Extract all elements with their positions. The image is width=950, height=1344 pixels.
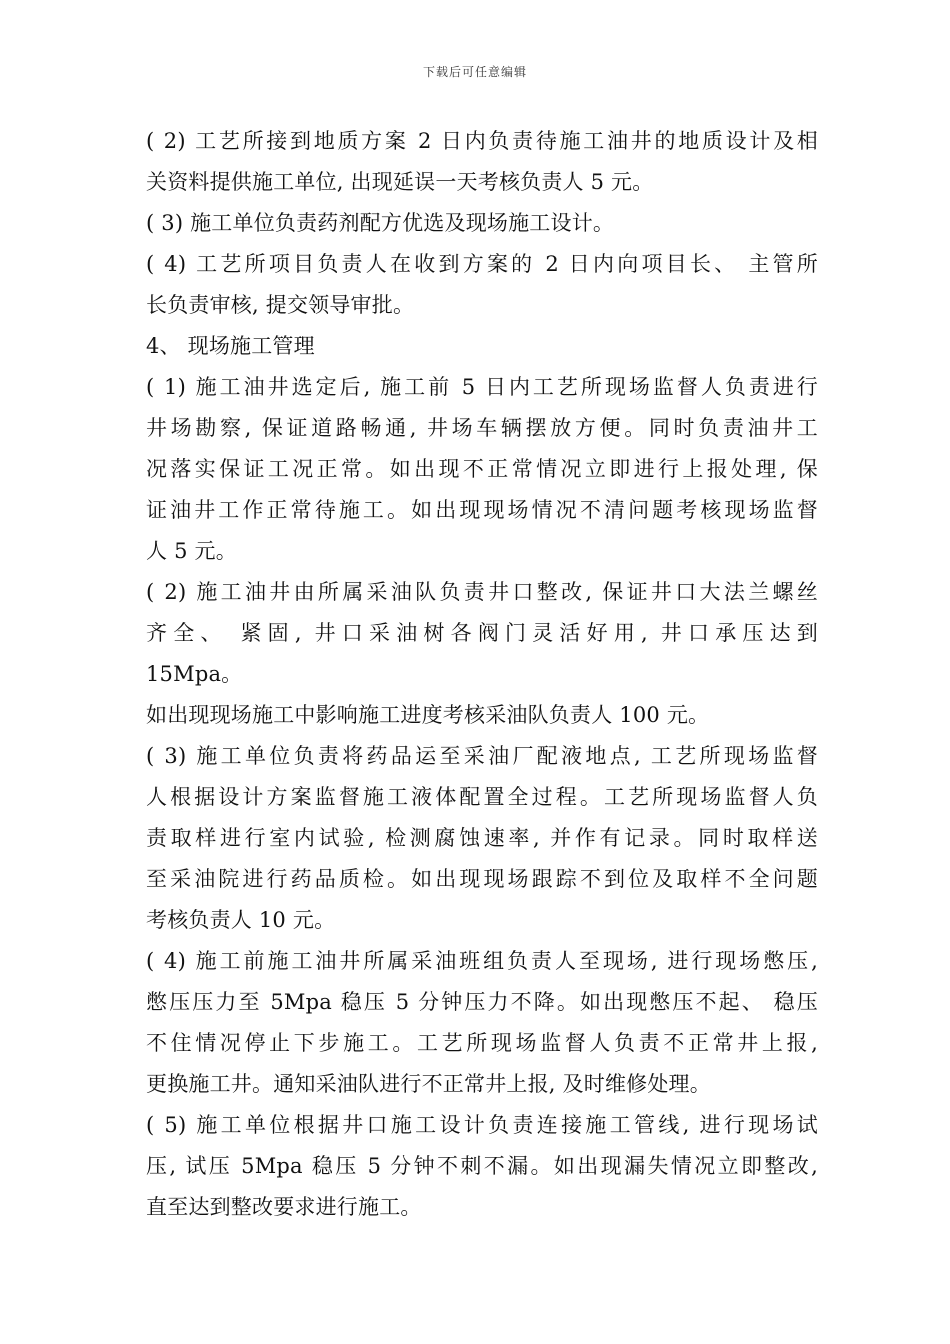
text-line: 如出现现场施工中影响施工进度考核采油队负责人 100 元。 [146, 703, 710, 727]
text-line: 憋压压力至 5Mpa 稳压 5 分钟压力不降。如出现憋压不起、 稳压 [146, 990, 818, 1014]
document-body [146, 121, 818, 1228]
text-line: 至采油院进行药品质检。如出现现场跟踪不到位及取样不全问题 [146, 867, 818, 891]
text-line: ( 3) 施工单位负责将药品运至采油厂配液地点, 工艺所现场监督 [146, 744, 818, 768]
text-line: ( 4) 施工前施工油井所属采油班组负责人至现场, 进行现场憋压, [146, 949, 818, 973]
text-line: 长负责审核, 提交领导审批。 [146, 293, 415, 317]
text-line: 齐全、 紧固, 井口采油树各阀门灵活好用, 井口承压达到 [146, 621, 818, 645]
text-line: 更换施工井。通知采油队进行不正常井上报, 及时维修处理。 [146, 1072, 711, 1096]
text-line: 人 5 元。 [146, 539, 237, 563]
text-line: 考核负责人 10 元。 [146, 908, 336, 932]
text-line: 况落实保证工况正常。如出现不正常情况立即进行上报处理, 保 [146, 457, 818, 481]
text-line: ( 2) 工艺所接到地质方案 2 日内负责待施工油井的地质设计及相 [146, 129, 818, 153]
text-line: 直至达到整改要求进行施工。 [146, 1195, 422, 1219]
text-line: 关资料提供施工单位, 出现延误一天考核负责人 5 元。 [146, 170, 654, 194]
text-line: 15Mpa。 [146, 662, 243, 686]
text-line: ( 2) 施工油井由所属采油队负责井口整改, 保证井口大法兰螺丝 [146, 580, 818, 604]
text-line: 4、 现场施工管理 [146, 334, 315, 358]
text-line: ( 4) 工艺所项目负责人在收到方案的 2 日内向项目长、 主管所 [146, 252, 818, 276]
text-line: 井场勘察, 保证道路畅通, 井场车辆摆放方便。同时负责油井工 [146, 416, 818, 440]
text-line: 压, 试压 5Mpa 稳压 5 分钟不刺不漏。如出现漏失情况立即整改, [146, 1154, 818, 1178]
text-line: 证油井工作正常待施工。如出现现场情况不清问题考核现场监督 [146, 498, 818, 522]
page-header: 下载后可任意编辑 [422, 65, 527, 79]
text-line: ( 1) 施工油井选定后, 施工前 5 日内工艺所现场监督人负责进行 [146, 375, 818, 399]
text-line: 不住情况停止下步施工。工艺所现场监督人负责不正常井上报, [146, 1031, 818, 1055]
text-line: 人根据设计方案监督施工液体配置全过程。工艺所现场监督人负 [146, 785, 818, 809]
text-line: ( 5) 施工单位根据井口施工设计负责连接施工管线, 进行现场试 [146, 1113, 818, 1137]
text-line: ( 3) 施工单位负责药剂配方优选及现场施工设计。 [146, 211, 615, 235]
text-line: 责取样进行室内试验, 检测腐蚀速率, 并作有记录。同时取样送 [146, 826, 818, 850]
